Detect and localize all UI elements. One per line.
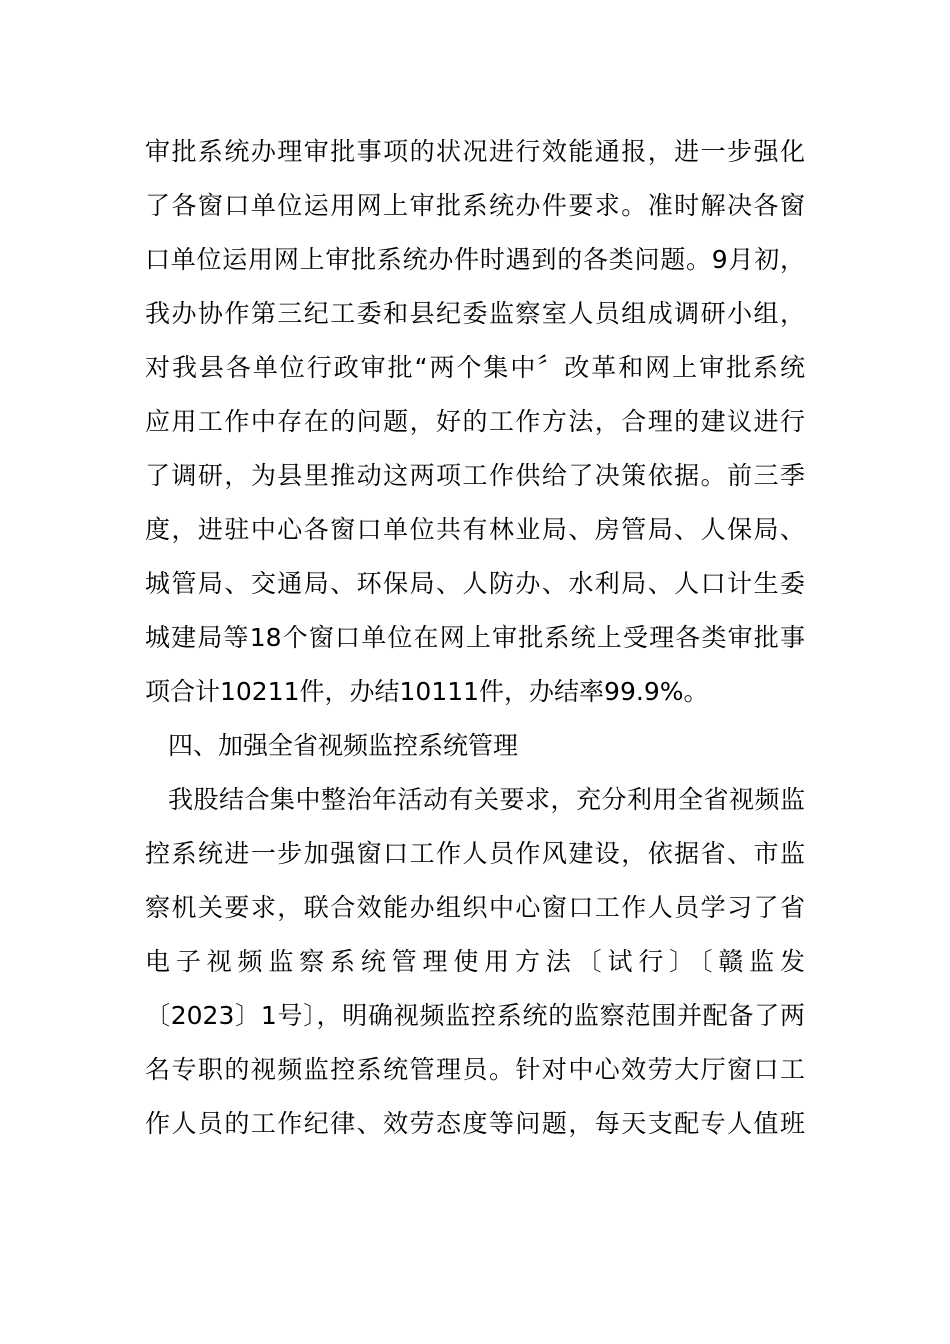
paragraph-line-18: 名专职的视频监控系统管理员。针对中心效劳大厅窗口工 xyxy=(145,1055,805,1084)
paragraph-line-7: 了调研，为县里推动这两项工作供给了决策依据。前三季 xyxy=(145,461,805,490)
paragraph-line-14: 控系统进一步加强窗口工作人员作风建设，依据省、市监 xyxy=(145,839,805,868)
paragraph-line-6: 应用工作中存在的问题，好的工作方法，合理的建议进行 xyxy=(145,407,805,436)
paragraph-line-2: 了各窗口单位运用网上审批系统办件要求。准时解决各窗 xyxy=(145,191,805,220)
paragraph-line-17: 〔2023〕1号〕，明确视频监控系统的监察范围并配备了两 xyxy=(145,1001,805,1030)
paragraph-line-3: 口单位运用网上审批系统办件时遇到的各类问题。9月初， xyxy=(145,245,805,274)
paragraph-line-16: 电子视频监察系统管理使用方法〔试行〕〔赣监发 xyxy=(145,947,805,976)
paragraph-line-11: 项合计10211件，办结10111件，办结率99.9%。 xyxy=(145,677,709,706)
paragraph-line-1: 审批系统办理审批事项的状况进行效能通报，进一步强化 xyxy=(145,137,805,166)
paragraph-line-9: 城管局、交通局、环保局、人防办、水利局、人口计生委 xyxy=(145,569,805,598)
paragraph-line-13: 我股结合集中整治年活动有关要求，充分利用全省视频监 xyxy=(168,785,805,814)
paragraph-line-10: 城建局等18个窗口单位在网上审批系统上受理各类审批事 xyxy=(145,623,805,652)
paragraph-line-8: 度，进驻中心各窗口单位共有林业局、房管局、人保局、 xyxy=(145,515,805,544)
section-heading: 四、加强全省视频监控系统管理 xyxy=(168,731,519,760)
paragraph-line-5: 对我县各单位行政审批“两个集中〞改革和网上审批系统 xyxy=(145,353,805,382)
paragraph-line-15: 察机关要求，联合效能办组织中心窗口工作人员学习了省 xyxy=(145,893,805,922)
paragraph-line-19: 作人员的工作纪律、效劳态度等问题，每天支配专人值班 xyxy=(145,1109,805,1138)
paragraph-line-4: 我办协作第三纪工委和县纪委监察室人员组成调研小组， xyxy=(145,299,805,328)
